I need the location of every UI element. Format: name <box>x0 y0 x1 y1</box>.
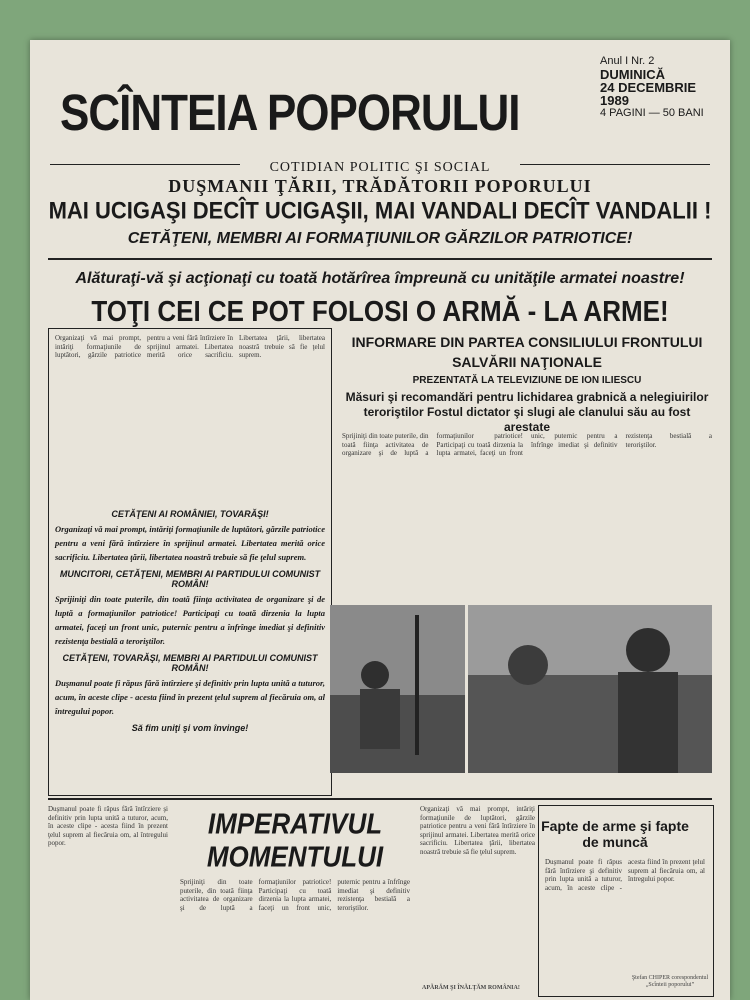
imperativ-headline: IMPERATIVUL MOMENTULUI <box>206 807 384 873</box>
issue-date: 24 DECEMBRIE <box>600 80 697 95</box>
divider <box>48 798 712 800</box>
appeal-paragraph-2: Sprijiniţi din toate puterile, din toată fiinţa activitatea de organizare şi de luptă a formaţiunilor patriotice! Participaţi cu toată dirzenia la lupta armatei, faceţi un front unic, puternic pentru a înfrînge imediat şi definitiv rezistenţa bestială a teroriştilor. <box>55 594 325 646</box>
appeal-intro-text: Organizaţi vă mai prompt, intăriţi formaţiunile de luptători, gărzile patriotice pentru a veni fără întîrziere în sprijinul armatei. Libertatea merită orice sacrificiu. Libertatea ţării, libertatea noastră trebuie să fie ţelul suprem. <box>55 334 325 360</box>
appeal-closing: Să fim uniţi şi vom învinge! <box>131 723 249 733</box>
headline-3: CETĂŢENI, MEMBRI AI FORMAŢIUNILOR GĂRZILOR PATRIOTICE! <box>127 230 633 247</box>
appeal-head-3: CETĂŢENI, TOVARĂŞI, MEMBRI AI PARTIDULUI COMUNIST ROMÂN! <box>62 653 318 673</box>
appeal-box <box>48 328 332 796</box>
apel-text: APĂRĂM ŞI ÎNĂLŢĂM ROMÂNIA! <box>422 985 520 991</box>
divider <box>48 258 712 260</box>
photo-soldiers-image <box>330 605 465 773</box>
headline-5: TOŢI CEI CE POT FOLOSI O ARMĂ - LA ARME! <box>91 294 669 328</box>
info-deck: Măsuri şi recomandări pentru lichidarea grabnică a nelegiuirilor teroriştilor Fostul dictator şi slugi ale clanului său au fost arestate <box>345 390 709 434</box>
issue-number: Anul I Nr. 2 <box>600 55 655 67</box>
photo-soldiers <box>330 605 465 773</box>
fapte-text: Duşmanul poate fi răpus fără întîrziere şi definitiv prin lupta unită a tuturor, acum, în aceste clipe - acesta fiind în prezent ţelul suprem al fiecăruia om, al întregului popor. <box>545 858 705 892</box>
issue-year: 1989 <box>600 93 629 108</box>
masthead-subtitle: COTIDIAN POLITIC ŞI SOCIAL <box>269 160 491 175</box>
info-subtitle: PREZENTATĂ LA TELEVIZIUNE DE ION ILIESCU <box>412 375 642 386</box>
bottom-col-3: Organizaţi vă mai prompt, intăriţi formaţiunile de luptători, gărzile patriotice pentru a veni fără întîrziere în sprijinul armatei. Libertatea merită orice sacrificiu. Libertatea ţării, libertatea noastră trebuie să fie ţelul suprem. <box>420 805 535 856</box>
info-title: INFORMARE DIN PARTEA CONSILIULUI FRONTULUI SALVĂRII NAŢIONALE <box>351 334 703 370</box>
headline-2: MAI UCIGAŞI DECÎT UCIGAŞII, MAI VANDALI DECÎT VANDALII ! <box>48 196 712 225</box>
info-body-text: Sprijiniţi din toate puterile, din toată fiinţa activitatea de organizare şi de luptă a formaţiunilor patriotice! Participaţi cu toată dirzenia la lupta armatei, faceţi un front unic, puternic pentru a înfrînge imediat şi definitiv rezistenţa bestială a teroriştilor. <box>342 432 712 458</box>
newspaper-page <box>30 40 730 1000</box>
headline-1: DUŞMANII ŢĂRII, TRĂDĂTORII POPORULUI <box>168 176 592 196</box>
fapte-headline: Fapte de arme şi fapte de muncă <box>541 818 689 850</box>
appeal-head-1: CETĂŢENI AI ROMÂNIEI, TOVARĂŞI! <box>111 509 269 519</box>
appeal-paragraph-3: Duşmanul poate fi răpus fără întîrziere şi definitiv prin lupta unită a tuturor, acum, în aceste clipe - acesta fiind în prezent ţelul suprem al fiecăruia om, al întregului popor. <box>55 678 325 716</box>
appeal-head-2: MUNCITORI, CETĂŢENI, MEMBRI AI PARTIDULUI COMUNIST ROMÂN! <box>59 569 321 589</box>
appeal-paragraph-1: Organizaţi vă mai prompt, intăriţi formaţiunile de luptători, gărzile patriotice pentru a veni fără întîrziere în sprijinul armatei. Libertatea merită orice sacrificiu. Libertatea ţării, libertatea noastră trebuie să fie ţelul suprem. <box>55 524 325 562</box>
bottom-col-1: Duşmanul poate fi răpus fără întîrziere şi definitiv prin lupta unită a tuturor, acum, în aceste clipe - acesta fiind în prezent ţelul suprem al fiecăruia om, al întregului popor. <box>48 805 168 848</box>
masthead-title: SCÎNTEIA POPORULUI <box>60 85 520 142</box>
issue-day: DUMINICĂ <box>600 67 665 82</box>
signature: Ştefan CHIPER corespondentul „Scînteii poporului” <box>631 975 709 988</box>
photo-crowd <box>468 605 712 773</box>
headline-4: Alăturaţi-vă şi acţionaţi cu toată hotărîrea împreună cu unităţile armatei noastre! <box>75 270 685 287</box>
imperativ-text: Sprijiniţi din toate puterile, din toată fiinţa activitatea de organizare şi de luptă a formaţiunilor patriotice! Participaţi cu toată dirzenia la lupta armatei, faceţi un front unic, puternic pentru a înfrînge imediat şi definitiv rezistenţa bestială a teroriştilor. <box>180 878 410 912</box>
issue-price: 4 PAGINI — 50 BANI <box>600 107 704 119</box>
issue-meta <box>600 55 704 120</box>
photo-crowd-image <box>468 605 712 773</box>
